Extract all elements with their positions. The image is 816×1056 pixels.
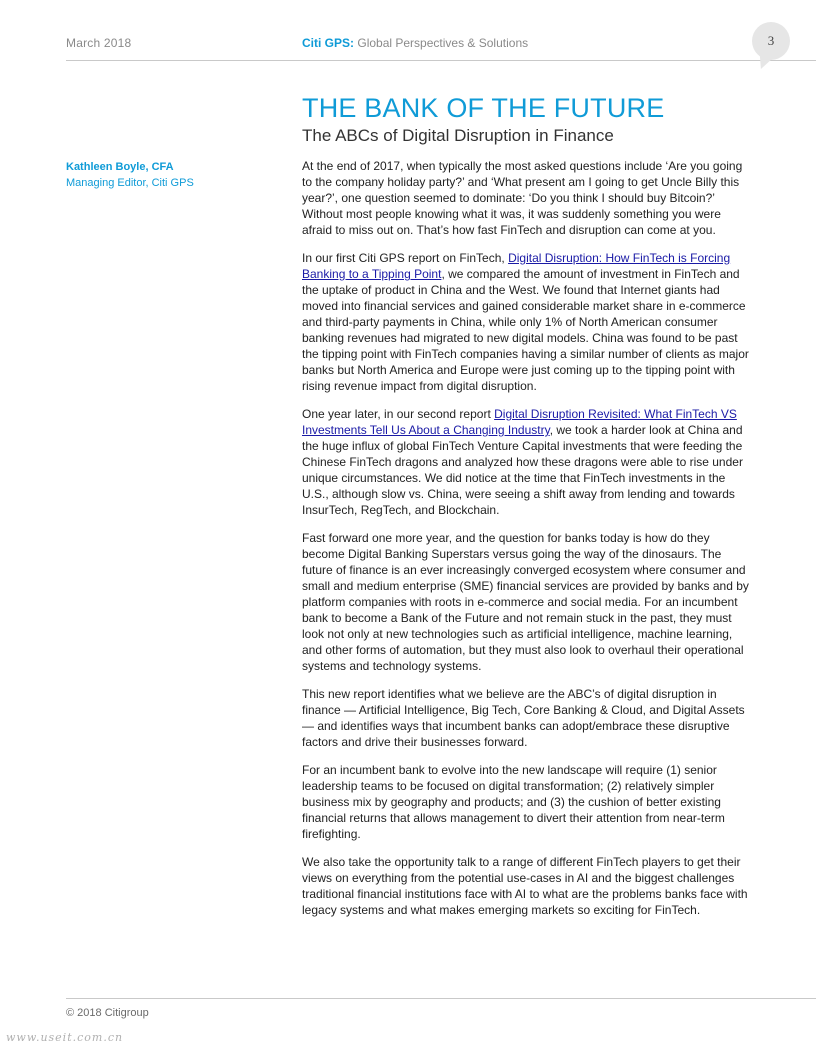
paragraph-7: We also take the opportunity talk to a range of different FinTech players to get their views on everything from the potential use-cases in AI and the biggest challenges traditional financial institutions face with AI to what are the problems banks face with legacy systems and what makes emerging markets so exciting for FinTech. [302, 855, 748, 917]
paragraph-3-lead: One year later, in our second report [302, 407, 495, 421]
header-brand [302, 36, 528, 50]
watermark: www.useit.com.cn [6, 1031, 124, 1044]
footer-copyright: © 2018 Citigroup [66, 1007, 149, 1019]
paragraph-6: For an incumbent bank to evolve into the new landscape will require (1) senior leadership teams to be focused on digital transformation; (2) relatively simpler business mix by geography and products; and (3) the cushion of better existing financial returns that allows management to divert their attention from near-term firefighting. [302, 763, 725, 841]
report-link-tipping-point[interactable]: Digital Disruption: How FinTech is Forcing Banking to a Tipping Point [302, 251, 731, 281]
paragraph-3-rest: , we took a harder look at China and the huge influx of global FinTech Venture Capital investments that were feeding the Chinese FinTech dragons and analyzed how these dragons were able to rise under unique circumstances. We did notice at the time that FinTech investments in the U.S., although slow vs. China, were seeing a shift away from lending and towards InsurTech, RegTech, and Blockchain. [302, 423, 743, 517]
header-rule [66, 60, 816, 61]
header-date: March 2018 [66, 36, 132, 50]
page-number: 3 [767, 33, 775, 48]
paragraph-3 [302, 406, 752, 518]
paragraph-2 [302, 250, 752, 394]
paragraph-2-lead: In our first Citi GPS report on FinTech, [302, 251, 509, 265]
paragraph-5: This new report identifies what we believe are the ABC’s of digital disruption in finance — Artificial Intelligence, Big Tech, Core Banking & Cloud, and Digital Assets — and identifies ways that incumbent banks can adopt/embrace these disruptive factors and drive their businesses forward. [302, 687, 745, 749]
report-link-revisited[interactable]: Digital Disruption Revisited: What FinTech VS Investments Tell Us About a Changing Industry [302, 407, 737, 437]
author-block [66, 159, 194, 191]
page-badge-tail-icon [755, 50, 777, 72]
citi-gps-logo: Citi GPS: [302, 36, 355, 50]
paragraph-1: At the end of 2017, when typically the most asked questions include ‘Are you going to the company holiday party?’ and ‘What present am I going to get Uncle Billy this year?’, one question seemed to dominate: ‘Do you think I should buy Bitcoin?’ Without most people knowing what it was, it was suddenly something you were afraid to miss out on. That’s how fast FinTech and disruption can come at you. [302, 159, 743, 237]
page-title: THE BANK OF THE FUTURE [302, 93, 665, 123]
page-subtitle: The ABCs of Digital Disruption in Finance [302, 126, 614, 145]
paragraph-4: Fast forward one more year, and the question for banks today is how do they become Digital Banking Superstars versus going the way of the dinosaurs. The future of finance is an ever increasingly converged ecosystem where consumer and small and medium enterprise (SME) financial services are provided by banks and by platform companies with roots in e-commerce and social media. For an incumbent bank to become a Bank of the Future and not remain stuck in the past, they must look not only at new technologies such as artificial intelligence, machine learning, and other forms of automation, but they must also look to overhaul their operational systems and technology systems. [302, 531, 749, 673]
author-role: Managing Editor, Citi GPS [66, 177, 194, 189]
article-body [302, 158, 752, 930]
header-brand-subtitle: Global Perspectives & Solutions [357, 36, 529, 50]
footer-rule [66, 998, 816, 999]
paragraph-2-rest: , we compared the amount of investment in FinTech and the uptake of product in China and the West. We found that Internet giants had moved into financial services and gained considerable market share in e-commerce and third-party payments in China, while only 1% of North American consumer banking revenues had migrated to new digital models. China was found to be past the tipping point with FinTech companies having a similar number of clients as major banks but North America and Europe were just coming up to the tipping point with rising revenue impact from digital disruption. [302, 267, 749, 393]
author-name: Kathleen Boyle, CFA [66, 161, 174, 173]
